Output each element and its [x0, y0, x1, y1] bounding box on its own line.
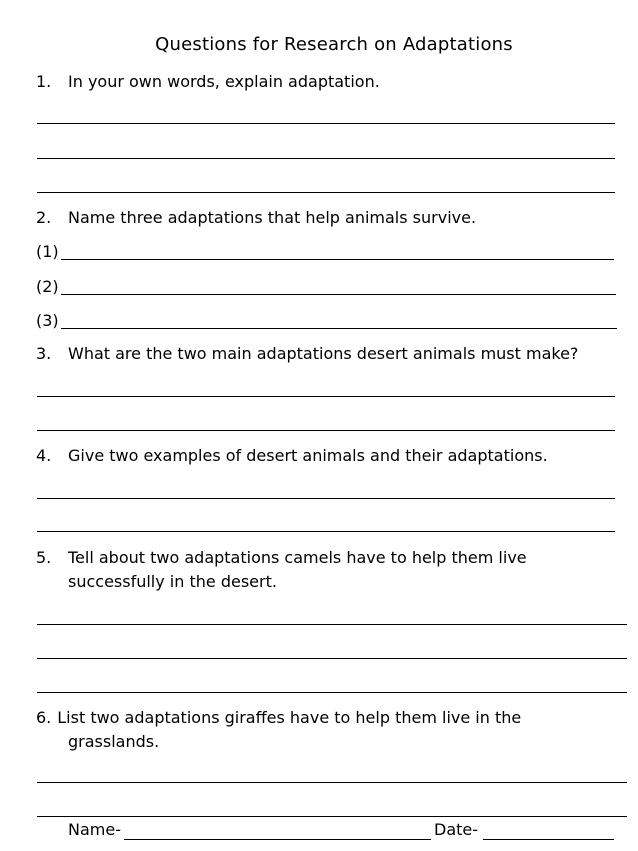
answer-prefix-2: (2)	[36, 277, 59, 296]
question-text: Name three adaptations that help animals survive.	[68, 208, 477, 227]
question-1	[36, 70, 380, 94]
date-label: Date-	[434, 820, 479, 839]
question-text: Tell about two adaptations camels have to help them live	[68, 548, 527, 567]
date-field[interactable]	[483, 839, 614, 840]
answer-line[interactable]	[37, 624, 627, 625]
answer-line[interactable]	[61, 328, 617, 329]
question-number: 2.	[36, 208, 52, 227]
answer-line[interactable]	[37, 498, 615, 499]
page-title: Questions for Research on Adaptations	[155, 34, 513, 55]
answer-line[interactable]	[37, 192, 615, 193]
question-number: 1.	[36, 72, 52, 91]
answer-line[interactable]	[37, 692, 627, 693]
question-number: 5.	[36, 548, 52, 567]
answer-line[interactable]	[37, 158, 615, 159]
question-6	[36, 706, 521, 754]
answer-prefix-1: (1)	[36, 242, 59, 261]
answer-line[interactable]	[37, 816, 627, 817]
question-4	[36, 444, 548, 468]
answer-prefix-3: (3)	[36, 311, 59, 330]
name-field[interactable]	[124, 839, 431, 840]
question-number: 4.	[36, 446, 52, 465]
footer	[68, 818, 121, 842]
answer-line[interactable]	[61, 259, 614, 260]
question-5	[36, 546, 527, 594]
name-label: Name-	[68, 820, 121, 839]
answer-line[interactable]	[37, 123, 615, 124]
answer-line[interactable]	[37, 782, 627, 783]
answer-line[interactable]	[37, 396, 615, 397]
question-text: Give two examples of desert animals and their adaptations.	[68, 446, 548, 465]
answer-line[interactable]	[61, 294, 616, 295]
question-text: List two adaptations giraffes have to help them live in the	[57, 708, 522, 727]
answer-line[interactable]	[37, 430, 615, 431]
question-number: 3.	[36, 344, 52, 363]
question-2	[36, 206, 476, 230]
question-number: 6.	[36, 708, 52, 727]
question-text: What are the two main adaptations desert animals must make?	[68, 344, 579, 363]
question-text-continued: successfully in the desert.	[68, 572, 277, 591]
answer-line[interactable]	[37, 658, 627, 659]
answer-line[interactable]	[37, 531, 615, 532]
question-text: In your own words, explain adaptation.	[68, 72, 380, 91]
footer-date	[434, 818, 478, 842]
question-text-continued: grasslands.	[68, 732, 160, 751]
question-3	[36, 342, 578, 366]
